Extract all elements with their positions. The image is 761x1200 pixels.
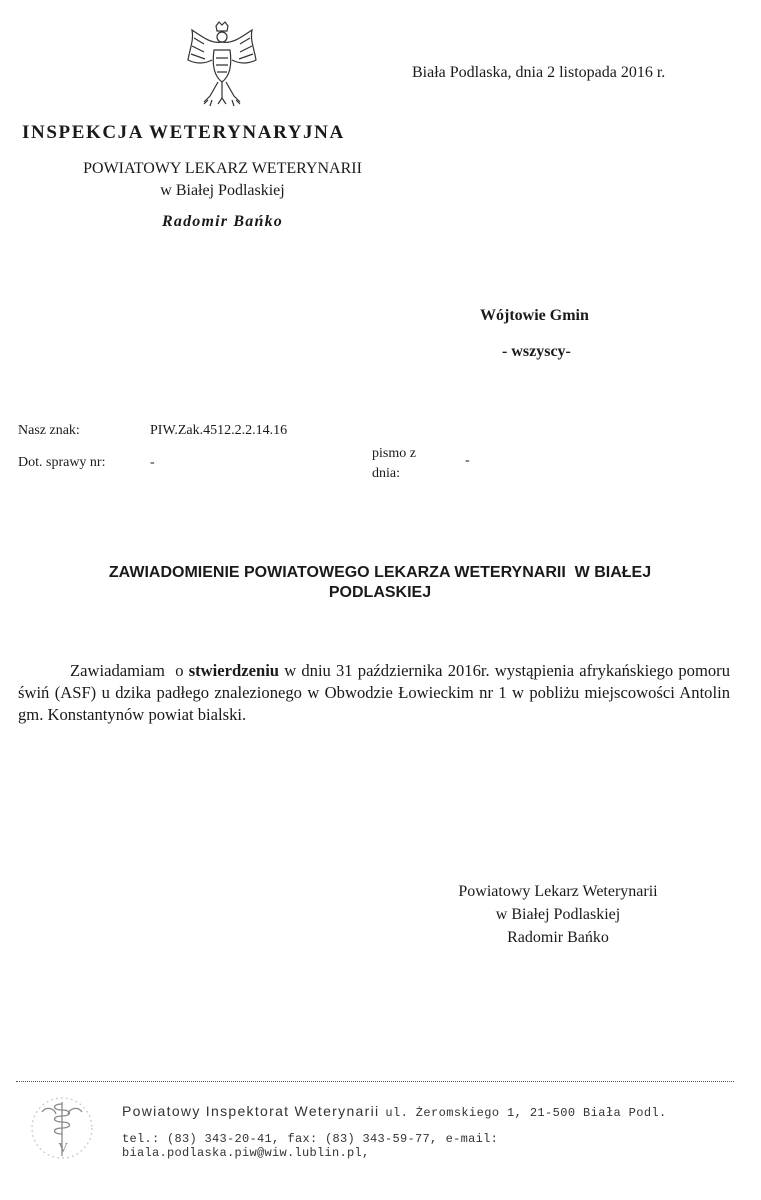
- document-title: [30, 563, 730, 603]
- our-ref-value: PIW.Zak.4512.2.2.14.16: [150, 423, 288, 438]
- document-title-line2: PODLASKIEJ: [328, 584, 432, 601]
- svg-text:V: V: [58, 1141, 69, 1156]
- signature-title: Powiatowy Lekarz Weterynarii: [458, 883, 658, 900]
- letter-date-value: -: [465, 453, 470, 468]
- footer-email[interactable]: e-mail: biala.podlaska.piw@wiw.lublin.pl,: [122, 1132, 499, 1160]
- officer-name: Radomir Bańko: [162, 213, 283, 230]
- caduceus-icon: [30, 1092, 94, 1164]
- body-paragraph: [18, 660, 730, 726]
- footer-contact: [122, 1132, 761, 1160]
- footer-divider: [16, 1081, 734, 1082]
- body-emphasis: stwierdzeniu: [188, 661, 280, 680]
- letter-date-label: pismo z dnia:: [372, 446, 416, 481]
- body-rest: w dniu 31 października 2016r. wystąpienia afrykańskiego pomoru świń (ASF) u dzika padłego znalezionego w Obwodzie Łowieckim nr 1 w pobliżu miejscowości Antolin gm. Konstantynów powiat bialski.: [18, 661, 730, 724]
- our-ref-label: Nasz znak:: [18, 423, 80, 438]
- signature-location: w Białej Podlaskiej: [495, 906, 621, 923]
- footer-address: ul. Żeromskiego 1, 21-500 Biała Podl.: [385, 1106, 667, 1120]
- document-date: Biała Podlaska, dnia 2 listopada 2016 r.: [412, 64, 666, 81]
- footer-fax: fax: (83) 343-59-77,: [287, 1132, 438, 1146]
- document-body: [18, 660, 730, 726]
- office-location: w Białej Podlaskiej: [160, 182, 285, 199]
- footer-tel: tel.: (83) 343-20-41,: [122, 1132, 280, 1146]
- document-title-line1: ZAWIADOMIENIE POWIATOWEGO LEKARZA WETERYNARII W BIAŁEJ: [108, 564, 652, 581]
- polish-eagle-emblem-icon: [182, 20, 262, 110]
- addressee: Wójtowie Gmin: [480, 307, 589, 324]
- footer-institution: [122, 1103, 667, 1120]
- footer-institution-name: Powiatowy Inspektorat Weterynarii: [122, 1103, 380, 1119]
- case-ref-label: Dot. sprawy nr:: [18, 455, 106, 470]
- office-name: POWIATOWY LEKARZ WETERYNARII: [83, 160, 362, 177]
- case-ref-value: -: [150, 455, 155, 470]
- signature-block: [420, 880, 696, 949]
- signature-name: Radomir Bańko: [507, 929, 609, 946]
- institution-title: INSPEKCJA WETERYNARYJNA: [22, 122, 345, 143]
- body-lead: Zawiadamiam o: [70, 661, 189, 680]
- addressee-scope: - wszyscy-: [502, 343, 571, 360]
